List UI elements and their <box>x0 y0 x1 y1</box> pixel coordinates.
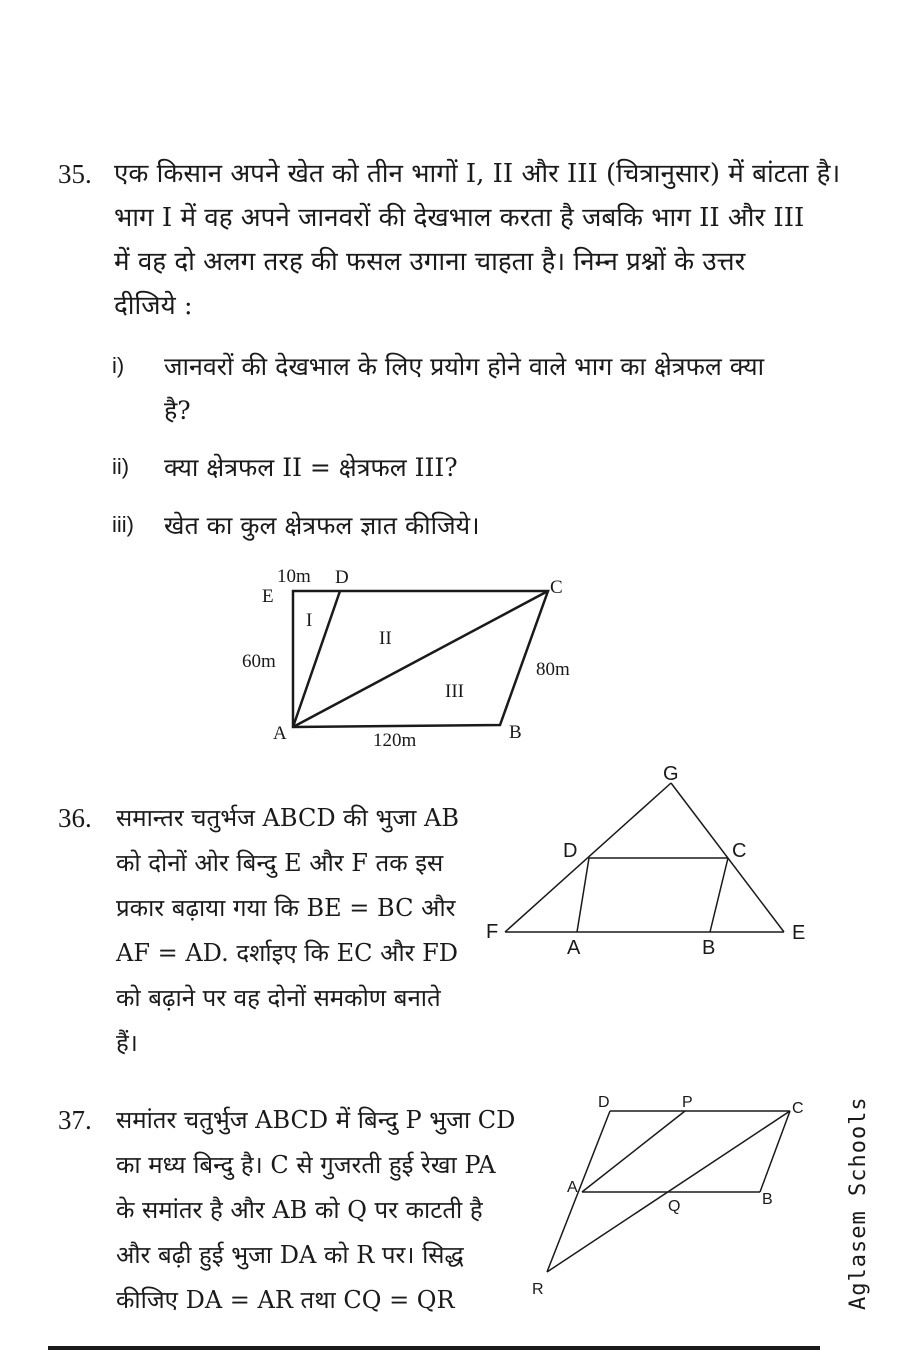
question-line: हैं। <box>116 1029 138 1057</box>
question-line: एक किसान अपने खेत को तीन भागों I, II और III (चित्रानुसार) में बांटता है। <box>114 159 841 189</box>
label-D: D <box>335 567 349 588</box>
label-ED: 10m <box>277 566 311 587</box>
label-A: A <box>567 1179 578 1196</box>
question-line: AF = AD. दर्शाइए कि EC और FD <box>116 939 458 967</box>
parallelogram-extension-figure <box>480 755 820 970</box>
question-text <box>114 152 840 328</box>
watermark: Aglasem Schools <box>846 1096 871 1310</box>
bottom-rule <box>48 1346 820 1350</box>
label-B: B <box>509 722 522 743</box>
line-AC <box>293 591 548 727</box>
label-D: D <box>598 1094 610 1111</box>
sub-question-label: iii) <box>112 512 134 537</box>
label-C: C <box>792 1100 804 1117</box>
question-37 <box>58 1098 548 1328</box>
question-line: को बढ़ाने पर वह दोनों समकोण बनाते <box>116 984 441 1012</box>
question-35 <box>58 152 858 321</box>
question-line: में वह दो अलग तरह की फसल उगाना चाहता है। निम्न प्रश्नों के उत्तर <box>114 247 746 277</box>
line-AD <box>577 858 589 932</box>
label-BC: 80m <box>536 659 570 680</box>
question-line: के समांतर है और AB को Q पर काटती है <box>116 1196 483 1224</box>
sub-question-i <box>112 345 832 435</box>
label-EA: 60m <box>242 651 276 672</box>
sub-question-label: ii) <box>112 454 130 479</box>
label-A: A <box>567 937 581 959</box>
question-line: का मध्य बिन्दु है। C से गुजरती हुई रेखा PA <box>116 1151 496 1179</box>
question-line: भाग I में वह अपने जानवरों की देखभाल करता है जबकि भाग II और III <box>114 203 805 233</box>
sub-question-label: i) <box>112 353 125 378</box>
label-R: R <box>532 1281 544 1298</box>
label-E: E <box>792 922 806 944</box>
line-BC <box>760 1111 790 1192</box>
sub-question-line: जानवरों की देखभाल के लिए प्रयोग होने वाले भाग का क्षेत्रफल क्या <box>164 352 765 381</box>
label-F: F <box>486 921 499 943</box>
line-BC <box>710 858 728 932</box>
label-Q: Q <box>668 1198 681 1215</box>
field-figure <box>230 560 590 760</box>
question-line: और बढ़ी हुई भुजा DA को R पर। सिद्ध <box>116 1241 464 1269</box>
sub-question-iii <box>112 504 832 548</box>
label-G: G <box>663 763 679 785</box>
question-line: कीजिए DA = AR तथा CQ = QR <box>116 1286 455 1314</box>
label-C: C <box>550 577 563 598</box>
question-line: दीजिये : <box>114 291 193 321</box>
question-line: को दोनों ओर बिन्दु E और F तक इस <box>116 849 444 877</box>
question-line: प्रकार बढ़ाया गया कि BE = BC और <box>116 894 456 922</box>
question-line: समान्तर चतुर्भज ABCD की भुजा AB <box>116 804 459 832</box>
label-P: P <box>682 1094 693 1111</box>
sub-question-text <box>164 446 458 490</box>
question-text <box>116 796 459 1066</box>
sub-question-text <box>164 345 764 433</box>
sub-question-text <box>164 504 480 548</box>
sub-question-line: खेत का कुल क्षेत्रफल ज्ञात कीजिये। <box>164 511 480 540</box>
label-C: C <box>732 840 747 862</box>
parallelogram-midpoint-figure <box>520 1085 820 1300</box>
label-D: D <box>563 840 578 862</box>
sub-question-ii <box>112 446 832 490</box>
question-text <box>116 1098 515 1323</box>
question-number: 36. <box>58 803 92 833</box>
label-B: B <box>762 1191 773 1208</box>
question-number: 35. <box>58 159 92 189</box>
question-number: 37. <box>58 1105 92 1135</box>
sub-question-line: क्या क्षेत्रफल II = क्षेत्रफल III? <box>164 453 458 482</box>
label-AB: 120m <box>373 730 417 751</box>
question-line: समांतर चतुर्भुज ABCD में बिन्दु P भुजा CD <box>116 1106 516 1134</box>
label-A: A <box>273 723 287 744</box>
label-III: III <box>445 681 464 702</box>
label-B: B <box>702 937 716 959</box>
label-E: E <box>262 586 274 607</box>
label-I: I <box>306 610 313 631</box>
sub-question-line: है? <box>164 396 191 425</box>
label-II: II <box>379 628 392 649</box>
question-36 <box>58 796 478 1066</box>
line-AP <box>582 1111 685 1192</box>
